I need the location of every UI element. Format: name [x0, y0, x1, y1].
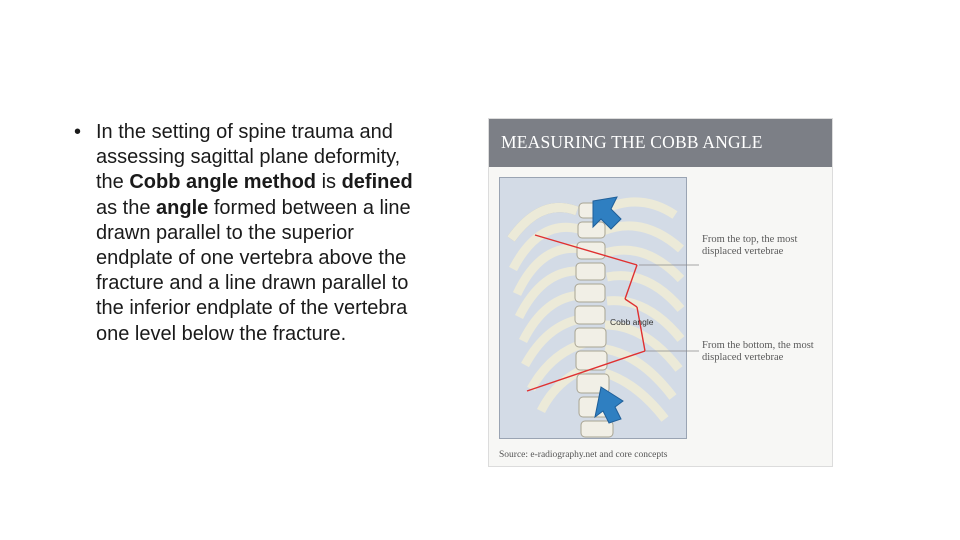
- cobb-angle-figure: [488, 118, 833, 467]
- bullet-text-bold: Cobb angle method: [129, 171, 317, 194]
- bullet-text-segment: as the: [96, 196, 157, 219]
- bullet-text-segment: In the setting of spine trauma and assessing sagittal plane deformity, the: [96, 121, 401, 194]
- bullet-text-bold: defined: [341, 171, 413, 194]
- figure-source: Source: e-radiography.net and core concepts: [499, 450, 668, 460]
- bullet-symbol: •: [74, 121, 82, 143]
- bullet-point: [74, 120, 414, 347]
- bullet-text-segment: is: [316, 171, 342, 194]
- bullet-text-segment: formed between a line drawn parallel to the superior endplate of one vertebra above the fracture and a line drawn parallel to the inferior endplate of the vertebra one level below the fracture.: [96, 196, 411, 345]
- callout-bottom-text: From the bottom, the most displaced vertebrae: [702, 340, 814, 363]
- bullet-text-bold: angle: [156, 196, 209, 219]
- cobb-angle-label: Cobb angle: [610, 317, 654, 327]
- bullet-text: [96, 120, 414, 347]
- figure-title: MEASURING THE COBB ANGLE: [501, 132, 763, 152]
- spine-illustration: [489, 119, 832, 466]
- callout-top-text: From the top, the most displaced vertebrae: [702, 234, 798, 257]
